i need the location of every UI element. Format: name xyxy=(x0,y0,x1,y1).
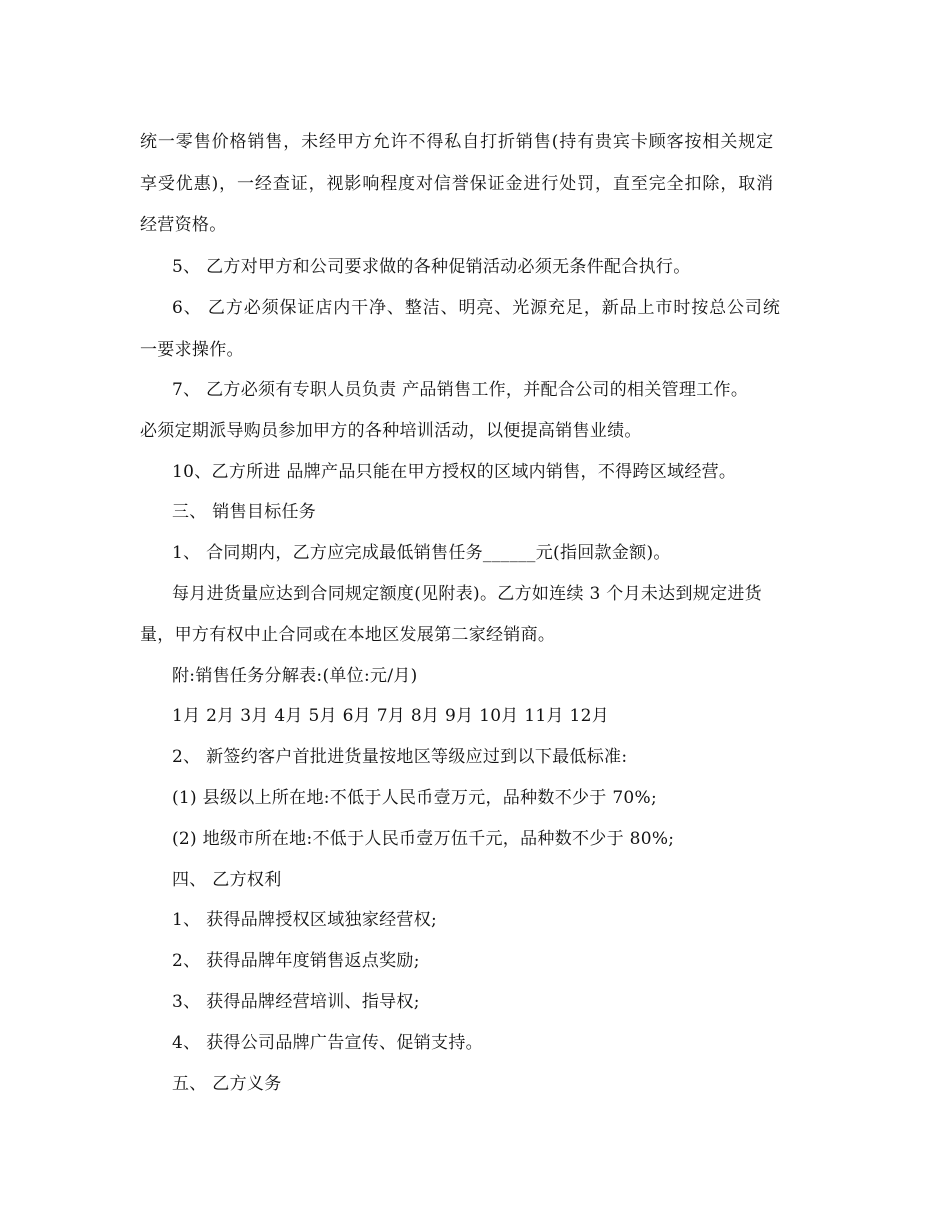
section-five-heading: 五、 乙方义务 xyxy=(172,1074,282,1094)
clause-6-continued: 一要求操作。 xyxy=(140,340,244,360)
paragraph-line-3: 经营资格。 xyxy=(140,215,227,235)
section-four-heading: 四、 乙方权利 xyxy=(172,870,282,890)
monthly-purchase-continued: 量，甲方有权中止合同或在本地区发展第二家经销商。 xyxy=(140,625,556,645)
clause-10: 10、乙方所进 品牌产品只能在甲方授权的区域内销售，不得跨区域经营。 xyxy=(172,462,737,482)
clause-5: 5、 乙方对甲方和公司要求做的各种促销活动必须无条件配合执行。 xyxy=(172,257,691,277)
sales-target-item-1: 1、 合同期内，乙方应完成最低销售任务______元(指回款金额)。 xyxy=(172,543,671,563)
monthly-purchase-line: 每月进货量应达到合同规定额度(见附表)。乙方如连续 3 个月未达到规定进货 xyxy=(172,584,762,604)
right-item-3: 3、 获得品牌经营培训、指导权; xyxy=(172,992,420,1012)
paragraph-line-2: 享受优惠)，一经查证，视影响程度对信誉保证金进行处罚，直至完全扣除，取消 xyxy=(140,174,775,194)
month-list: 1月 2月 3月 4月 5月 6月 7月 8月 9月 10月 11月 12月 xyxy=(172,706,610,726)
county-standard: (1) 县级以上所在地:不低于人民币壹万元，品种数不少于 70%; xyxy=(172,788,658,808)
clause-7: 7、 乙方必须有专职人员负责 产品销售工作，并配合公司的相关管理工作。 xyxy=(172,380,749,400)
prefecture-standard: (2) 地级市所在地:不低于人民币壹万伍千元，品种数不少于 80%; xyxy=(172,829,675,849)
right-item-4: 4、 获得公司品牌广告宣传、促销支持。 xyxy=(172,1033,483,1053)
right-item-2: 2、 获得品牌年度销售返点奖励; xyxy=(172,951,420,971)
sales-target-item-2: 2、 新签约客户首批进货量按地区等级应过到以下最低标准: xyxy=(172,747,628,767)
sales-breakdown-title: 附:销售任务分解表:(单位:元/月) xyxy=(172,666,418,686)
clause-6: 6、 乙方必须保证店内干净、整洁、明亮、光源充足，新品上市时按总公司统 xyxy=(172,298,781,318)
paragraph-line-1: 统一零售价格销售，未经甲方允许不得私自打折销售(持有贵宾卡顾客按相关规定 xyxy=(140,132,775,152)
section-three-heading: 三、 销售目标任务 xyxy=(172,502,317,522)
right-item-1: 1、 获得品牌授权区域独家经营权; xyxy=(172,910,438,930)
clause-7-continued: 必须定期派导购员参加甲方的各种培训活动，以便提高销售业绩。 xyxy=(140,421,642,441)
